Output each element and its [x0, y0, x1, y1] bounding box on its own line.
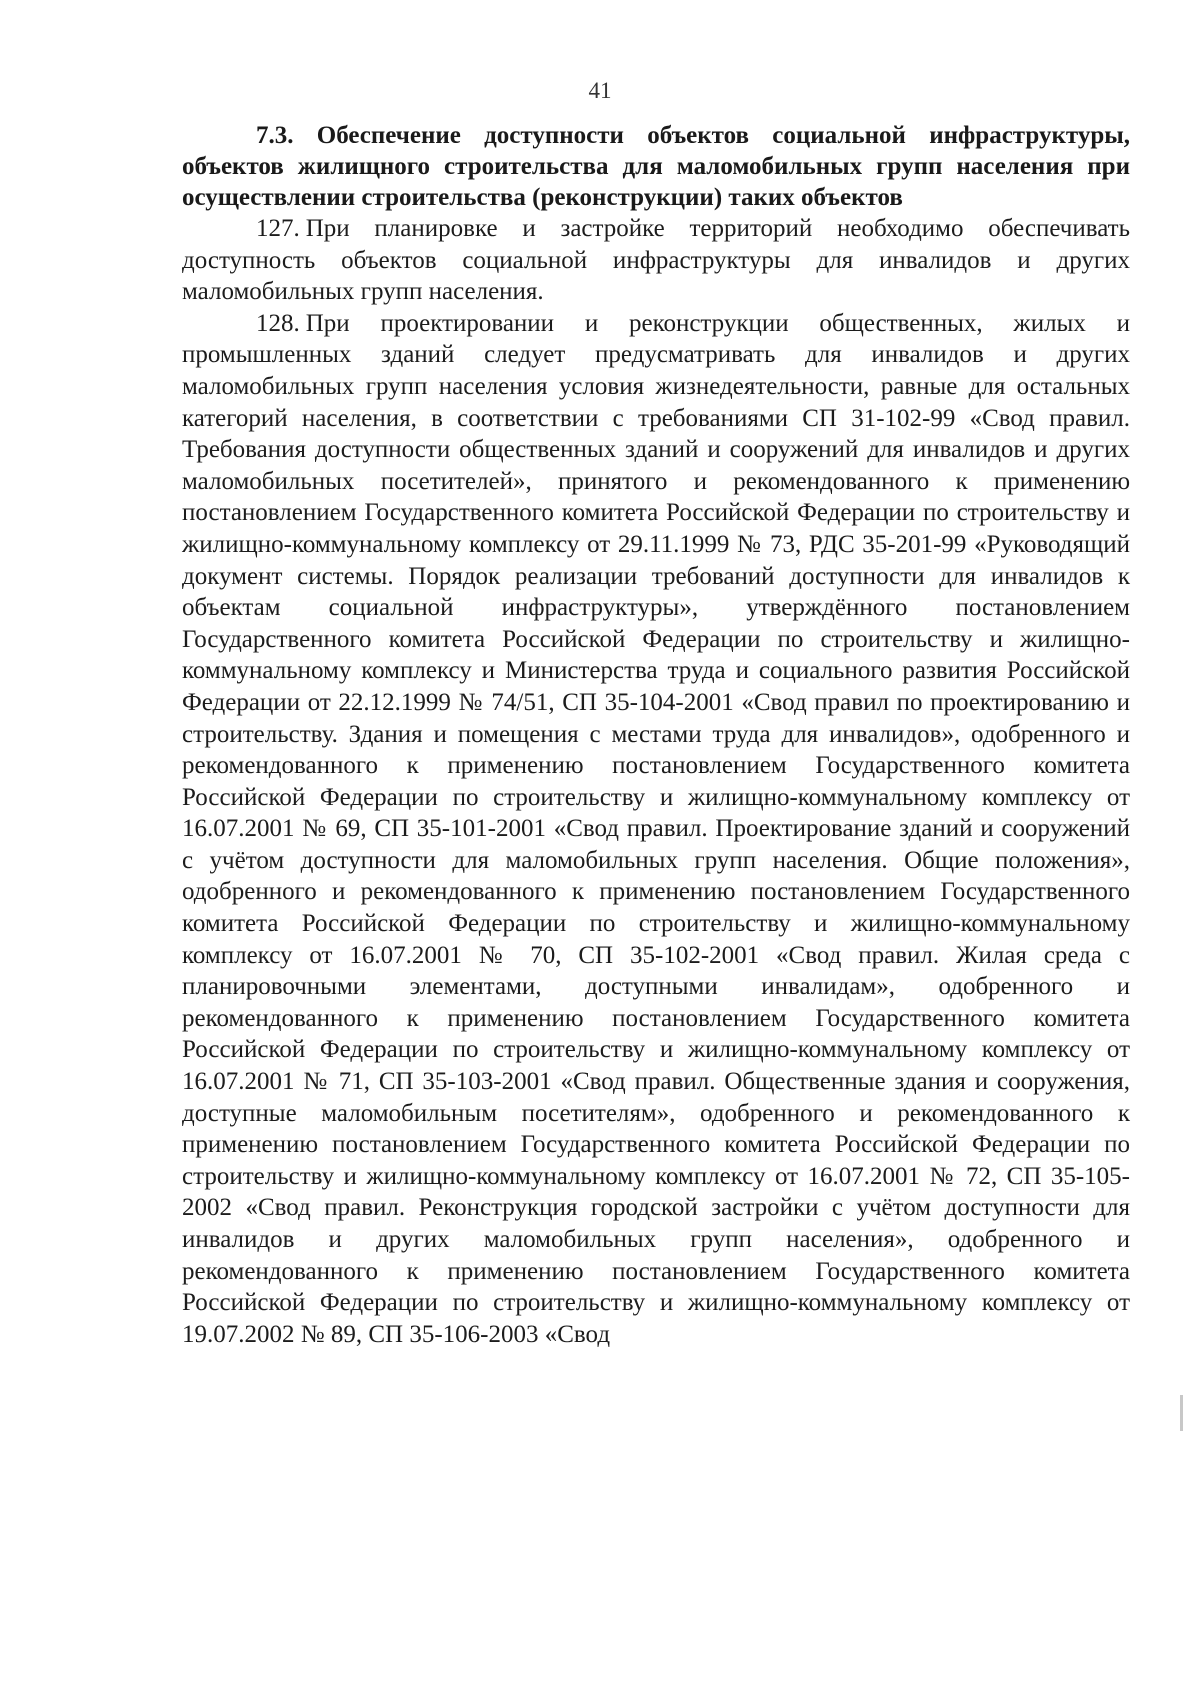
page-content — [182, 120, 1130, 1350]
paragraph-text: При проектировании и реконструкции общественных, жилых и промышленных зданий следует предусматривать для инвалидов и других маломобильных групп населения условия жизнедеятельности, равные для остальных категорий населения, в соответствии с требованиями СП 31-102-99 «Свод правил. Требования доступности общественных зданий и сооружений для инвалидов и других маломобильных посетителей», принятого и рекомендованного к применению постановлением Государственного комитета Российской Федерации по строительству и жилищно-коммунальному комплексу от 29.11.1999 № 73, РДС 35-201-99 «Руководящий документ системы. Порядок реализации требований доступности для инвалидов к объектам социальной инфраструктуры», утверждённого постановлением Государственного комитета Российской Федерации по строительству и жилищно-коммунальному комплексу и Министерства труда и социального развития Российской Федерации от 22.12.1999 № 74/51, СП 35-104-2001 «Свод правил по проектированию и строительству. Здания и помещения с местами труда для инвалидов», одобренного и рекомендованного к применению постановлением Государственного комитета Российской Федерации по строительству и жилищно-коммунальному комплексу от 16.07.2001 № 69, СП 35-101-2001 «Свод правил. Проектирование зданий и сооружений с учётом доступности для маломобильных групп населения. Общие положения», одобренного и рекомендованного к применению постановлением Государственного комитета Российской Федерации по строительству и жилищно-коммунальному комплексу от 16.07.2001 № 70, СП 35-102-2001 «Свод правил. Жилая среда с планировочными элементами, доступными инвалидам», одобренного и рекомендованного к применению постановлением Государственного комитета Российской Федерации по строительству и жилищно-коммунальному комплексу от 16.07.2001 № 71, СП 35-103-2001 «Свод правил. Общественные здания и сооружения, доступные маломобильным посетителям», одобренного и рекомендованного к применению постановлением Государственного комитета Российской Федерации по строительству и жилищно-коммунальному комплексу от 16.07.2001 № 72, СП 35-105-2002 «Свод правил. Реконструкция городской застройки с учётом доступности для инвалидов и других маломобильных групп населения», одобренного и рекомендованного к применению постановлением Государственного комитета Российской Федерации по строительству и жилищно-коммунальному комплексу от 19.07.2002 № 89, СП 35-106-2003 «Свод — [182, 309, 1130, 1348]
paragraph-128 — [182, 308, 1130, 1351]
paragraph-127 — [182, 213, 1130, 308]
paragraph-text: При планировке и застройке территорий необходимо обеспечивать доступность объектов социальной инфраструктуры для инвалидов и других маломобильных групп населения. — [182, 215, 1130, 306]
paragraph-number: 128. — [256, 309, 300, 337]
paragraph-number: 127. — [256, 215, 300, 242]
page-number: 41 — [588, 78, 612, 103]
scan-margin-mark — [1180, 1395, 1183, 1431]
section-heading: 7.3. Обеспечение доступности объектов социальной инфраструктуры, объектов жилищного строительства для маломобильных групп населения при осуществлении строительства (реконструкции) таких объектов — [182, 122, 1130, 211]
